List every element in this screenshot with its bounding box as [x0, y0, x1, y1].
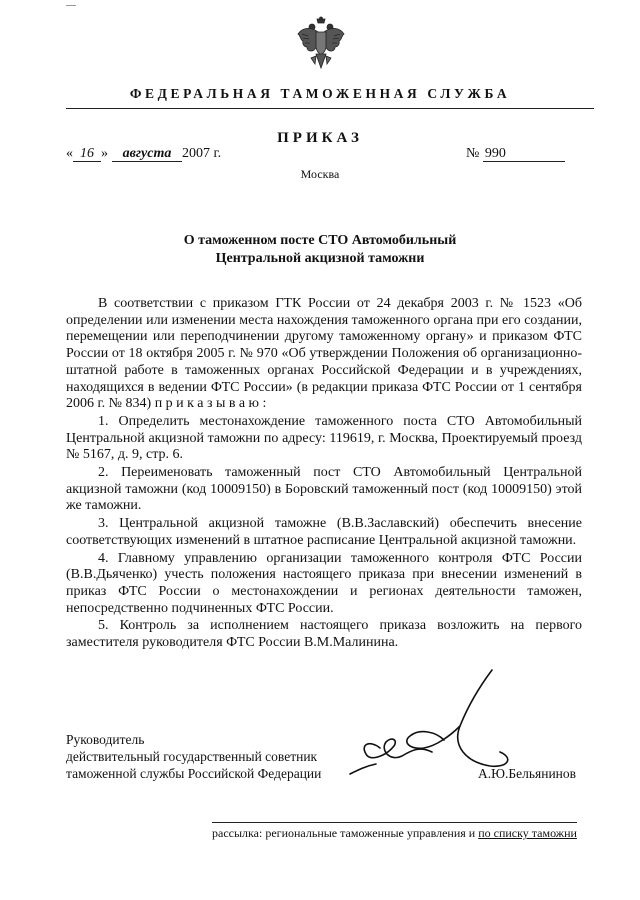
signatory-rank: действительный государственный советник [66, 748, 318, 764]
double-headed-eagle-icon [296, 16, 346, 72]
preamble-text: В соответствии с приказом ГТК России от 24 декабря 2003 г. № 1523 «Об определении или изменении места нахождения таможенного органа при его создании, перемещении или переподчинении другому таможенному органу» и приказом ФТС России от 18 октября 2005 г. № 970 «Об утверждении Положения об организационно-штатной работе в таможенных органах Российской Федерации и в учреждениях, находящихся в ведении ФТС России» (в редакции приказа ФТС России от 1 сентября 2006 г. № 834) [66, 296, 582, 412]
subject-line: Центральной акцизной таможни [215, 251, 425, 266]
date-month: августа [112, 146, 182, 162]
distribution-underlined: по списку таможни [478, 826, 577, 840]
date-year: 2007 г. [182, 146, 222, 161]
agency-name: ФЕДЕРАЛЬНАЯ ТАМОЖЕННАЯ СЛУЖБА [129, 86, 511, 101]
date-quote-close: » [101, 146, 108, 161]
order-word: приказываю: [154, 396, 270, 412]
preamble-paragraph [66, 296, 582, 413]
number-label: № [466, 146, 480, 161]
scan-mark [66, 5, 76, 6]
document-type: ПРИКАЗ [277, 130, 363, 146]
date-quote-open: « [66, 146, 73, 161]
signatory-name: А.Ю.Бельянинов [478, 766, 577, 781]
signatory-position: Руководитель [66, 732, 145, 747]
order-number [466, 146, 565, 162]
order-item: 1. Определить местонахождение таможенного поста СТО Автомобильный Центральной акцизной таможни по адресу: 119619, г. Москва, Проектируемый проезд № 5167, д. 9, стр. 6. [66, 413, 582, 463]
order-item: 3. Центральной акцизной таможне (В.В.Заславский) обеспечить внесение соответствующих изменений в штатное расписание Центральной акцизной таможни. [66, 516, 582, 548]
order-item: 5. Контроль за исполнением настоящего приказа возложить на первого заместителя руководителя ФТС России В.М.Малинина. [66, 618, 582, 651]
order-item: 2. Переименовать таможенный пост СТО Автомобильный Центральной акцизной таможни (код 10009150) в Боровский таможенный пост (код 10009150) этой же таможни. [66, 465, 582, 514]
signatory-rank: таможенной службы Российской Федерации [66, 765, 322, 781]
number-value: 990 [483, 146, 565, 162]
distribution-list [212, 822, 577, 841]
order-body [66, 296, 582, 652]
city: Москва [300, 167, 340, 181]
distribution-text: рассылка: региональные таможенные управления и [212, 826, 476, 840]
signatory-title [66, 732, 321, 782]
subject-line: О таможенном посте СТО Автомобильный [183, 233, 457, 248]
order-subject [120, 232, 520, 268]
order-item: 4. Главному управлению организации таможенного контроля ФТС России (В.В.Дьяченко) учесть положения настоящего приказа при внесении изменений в приказ ФТС России о местонахождении и регионах деятельности таможен, непосредственно подчиненных ФТС России. [66, 550, 582, 616]
header-rule [66, 108, 594, 109]
date-day: 16 [73, 146, 101, 162]
order-date [66, 146, 221, 162]
